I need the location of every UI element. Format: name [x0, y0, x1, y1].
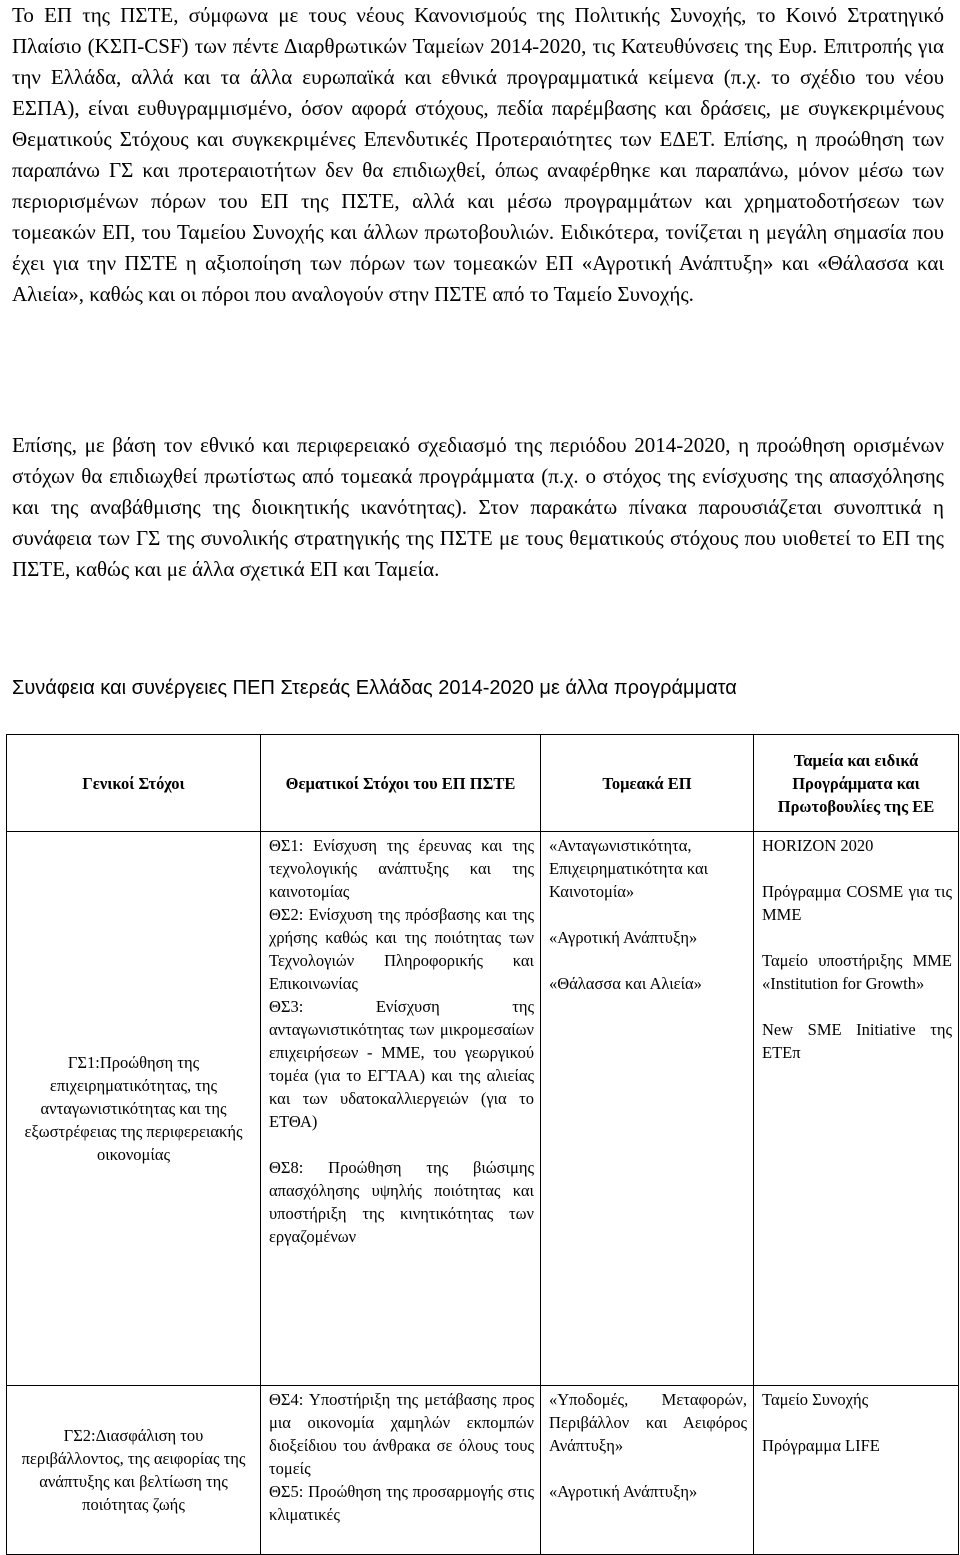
thematic-goal: ΘΣ5: Προώθηση της προσαρμογής στις κλιματικές: [269, 1482, 534, 1524]
sectoral-programme: «Ανταγωνιστικότητα, Επιχειρηματικότητα και Καινοτομία»: [549, 836, 709, 901]
thematic-goal: ΘΣ2: Ενίσχυση της πρόσβασης και της χρήσης καθώς και της ποιότητας των Τεχνολογιών Πληροφορικής και Επικοινωνίας: [269, 905, 534, 993]
fund-item: Ταμείο υποστήριξης ΜΜΕ «Institution for Growth»: [762, 951, 952, 993]
synergy-table: [6, 734, 959, 1555]
thematic-goal: ΘΣ8: Προώθηση της βιώσιμης απασχόλησης υψηλής ποιότητας και υποστήριξη της κινητικότητας των εργαζομένων: [269, 1158, 534, 1246]
thematic-goal: ΘΣ1: Ενίσχυση της έρευνας και της τεχνολογικής ανάπτυξης και της καινοτομίας: [269, 836, 534, 901]
thematic-goal: ΘΣ4: Υποστήριξη της μετάβασης προς μια οικονομία χαμηλών εκπομπών διοξείδιου του άνθρακα σε όλους τους τομείς: [269, 1390, 534, 1478]
fund-item: New SME Initiative της ΕΤΕπ: [762, 1020, 952, 1062]
header-thematic-goals: Θεματικοί Στόχοι του ΕΠ ΠΣΤΕ: [261, 735, 541, 832]
sectoral-programmes-cell: [541, 832, 754, 1386]
table-row: [7, 832, 959, 1386]
body-paragraph-1: Το ΕΠ της ΠΣΤΕ, σύμφωνα με τους νέους Κανονισμούς της Πολιτικής Συνοχής, το Κοινό Στρατηγικό Πλαίσιο (ΚΣΠ-CSF) των πέντε Διαρθρωτικών Ταμείων 2014-2020, τις Κατευθύνσεις της Ευρ. Επιτροπής για την Ελλάδα, αλλά και τα άλλα ευρωπαϊκά και εθνικά προγραμματικά κείμενα (π.χ. το σχέδιο του νέου ΕΣΠΑ), είναι ευθυγραμμισμένο, όσον αφορά στόχους, πεδία παρέμβασης και δράσεις, με συγκεκριμένους Θεματικούς Στόχους και συγκεκριμένες Επενδυτικές Προτεραιότητες των ΕΔΕΤ. Επίσης, η προώθηση των παραπάνω ΓΣ και προτεραιοτήτων δεν θα επιδιωχθεί, όπως αναφέρθηκε και παραπάνω, μόνον μέσω των περιορισμένων πόρων του ΕΠ της ΠΣΤΕ, αλλά και μέσω προγραμμάτων και χρηματοδοτήσεων των τομεακών ΕΠ, του Ταμείου Συνοχής και άλλων πρωτοβουλιών. Ειδικότερα, τονίζεται η μεγάλη σημασία που έχει για την ΠΣΤΕ η αξιοποίηση των πόρων των τομεακών ΕΠ «Αγροτική Ανάπτυξη» και «Θάλασσα και Αλιεία», καθώς και οι πόροι που αναλογούν στην ΠΣΤΕ από το Ταμείο Συνοχής.: [12, 3, 944, 306]
general-goal-cell: ΓΣ2:Διασφάλιση του περιβάλλοντος, της αειφορίας της ανάπτυξης και βελτίωση της ποιότητας ζωής: [7, 1386, 261, 1555]
thematic-goal: ΘΣ3: Ενίσχυση της ανταγωνιστικότητας των μικρομεσαίων επιχειρήσεων - ΜΜΕ, του γεωργικού τομέα (για το ΕΓΤΑΑ) και της αλιείας και των υδατοκαλλιεργειών (για το ΕΤΘΑ): [269, 997, 534, 1131]
fund-item: Πρόγραμμα LIFE: [762, 1436, 880, 1455]
thematic-goals-cell: [261, 832, 541, 1386]
header-sectoral-programmes: Τομεακά ΕΠ: [541, 735, 754, 832]
sectoral-programmes-cell: [541, 1386, 754, 1555]
sectoral-programme: «Αγροτική Ανάπτυξη»: [549, 1482, 698, 1501]
table-row: [7, 1386, 959, 1555]
header-general-goals: Γενικοί Στόχοι: [7, 735, 261, 832]
sectoral-programme: «Αγροτική Ανάπτυξη»: [549, 928, 698, 947]
fund-item: Ταμείο Συνοχής: [762, 1390, 869, 1409]
general-goal-cell: ΓΣ1:Προώθηση της επιχειρηματικότητας, της ανταγωνιστικότητας και της εξωστρέφειας της περιφερειακής οικονομίας: [7, 832, 261, 1386]
body-paragraph-2: Επίσης, με βάση τον εθνικό και περιφερειακό σχεδιασμό της περιόδου 2014-2020, η προώθηση ορισμένων στόχων θα επιδιωχθεί πρωτίστως από τομεακά προγράμματα (π.χ. ο στόχος της ενίσχυσης της απασχόλησης και της αναβάθμισης της διοικητικής ικανότητας). Στον παρακάτω πίνακα παρουσιάζεται συνοπτικά η συνάφεια των ΓΣ της συνολικής στρατηγικής της ΠΣΤΕ με τους θεματικούς στόχους που υιοθετεί το ΕΠ της ΠΣΤΕ, καθώς και με άλλα σχετικά ΕΠ και Ταμεία.: [12, 433, 944, 581]
fund-item: HORIZON 2020: [762, 836, 874, 855]
sectoral-programme: «Υποδομές, Μεταφορών, Περιβάλλον και Αειφόρος Ανάπτυξη»: [549, 1390, 747, 1455]
table-title: Συνάφεια και συνέργειες ΠΕΠ Στερεάς Ελλάδας 2014-2020 με άλλα προγράμματα: [12, 677, 737, 699]
table-header-row: [7, 735, 959, 832]
sectoral-programme: «Θάλασσα και Αλιεία»: [549, 974, 702, 993]
funds-cell: [754, 832, 959, 1386]
thematic-goals-cell: [261, 1386, 541, 1555]
fund-item: Πρόγραμμα COSME για τις ΜΜΕ: [762, 882, 952, 924]
header-funds-initiatives: Ταμεία και ειδικά Προγράμματα και Πρωτοβουλίες της ΕΕ: [754, 735, 959, 832]
funds-cell: [754, 1386, 959, 1555]
